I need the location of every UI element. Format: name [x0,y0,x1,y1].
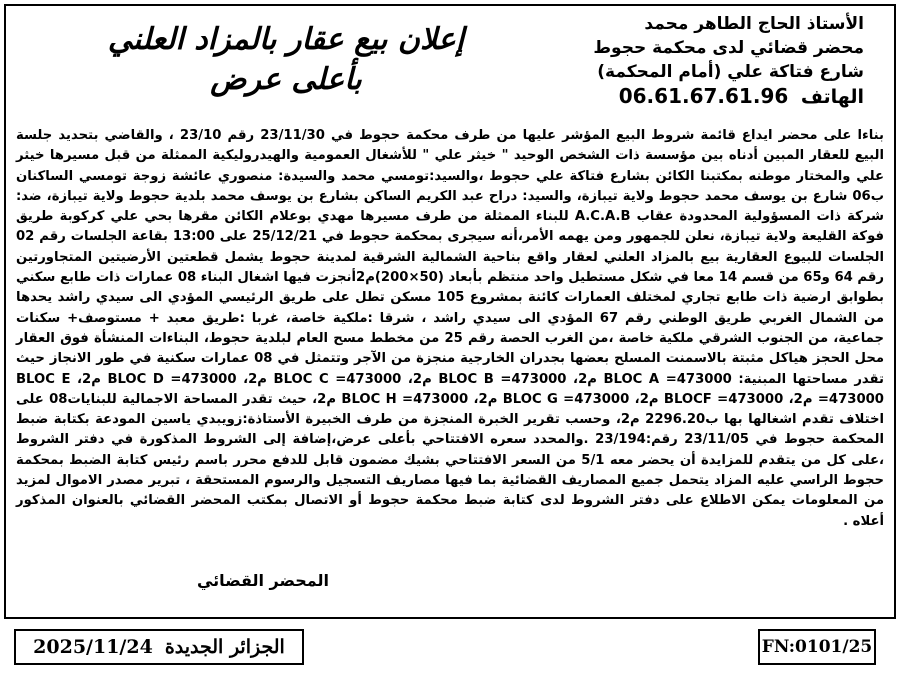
phone-number: 06.61.67.61.96 [618,84,789,108]
phone-label: الهاتف [800,86,864,108]
phone-line [593,84,864,109]
notice-body [16,126,884,532]
notice-headline [86,20,486,100]
bailiff-signature: المحضر القضائي [196,571,329,590]
bailiff-header [593,12,864,109]
officer-address: شارع فتاكة علي (أمام المحكمة) [597,62,864,82]
officer-name: الأستاذ الحاج الطاهر محمد [644,14,864,34]
publication-box [14,629,304,665]
file-number: FN:0101/25 [761,637,873,657]
publication-date: 2025/11/24 [33,636,153,658]
notice-body-text: بناءا على محضر ايداع قائمة شروط البيع المؤشر عليها من طرف محكمة حجوط في 23/11/30 رقم 23/10 ، والقاضي بتحديد جلسة البيع للعقار المبين أدناه بين مؤسسة ذات الشخص الوحيد " خيثر علي " للأشغال العمومية والهيدروليكية الممثلة من قبل مسيرها خيثر علي والمختار موطنه بمكتبنا الكائن بشارع فتاكة علي حجوط ،والسيد:تومسي محمد والسيدة: منصوري عائشة زوجة تومسي الساكنان ب06 شارع بن يوسف محمد حجوط ولاية تيبازة، والسيد: دراح عبد الكريم الساكن بشارع بن يوسف محمد بلدية حجوط ولاية تيبازة، ضد: شركة ذات المسؤولية المحدودة عقاب A.C.A.B للبناء الممثلة من طرف مسيرها مهدي بوعلام الكائن مقرها بحي علي كركوبة طريق فوكة القليعة ولاية تيبازة، نعلن للجمهور ومن يهمه الأمر،أنه سيجرى بمحكمة حجوط في 25/12/21 على 13:00 بقاعة الجلسات رقم 02 الجلسات للبيوع العقارية بيع بالمزاد العلني لعقار واقع بناحية الشمالية الشرقية لمدينة حجوط يشمل قطعتين الأرضيتين المتجاورتين رقم 64 و65 من قسم 14 معا في شكل مستطيل واحد منتظم بأبعاد (50×200)م2أنجزت فيها اشغال البناء 08 عمارات ذات طابع سكني بطوابق ارضية ذات طابع تجاري لمختلف العمارات كائنة بمشروع 105 مسكن تطل على طريق الرئيسي المؤدي الى سيدي راشد يحدها من الشمال الغربي طريق الوطني رقم 67 المؤدي الى سيدي راشد ، شرقا :ملكية خاصة، غربا :طريق معبد + مستوصف+ سكنات جماعية، من الجنوب الشرقي ملكية خاصة ،من الغرب الحصة رقم 25 من مخطط مسح العام لبلدية حجوط، البناءات المنشأة فوق العقار محل الحجز هياكل مثبتة بالاسمنت المسلح بعضها بجدران الخارجية منجزة من الآجر وتتمثل في 08 عمارات سكنية في طور الانجاز حيث تقدر مساحتها المبنية: BLOC A =473000 م2، BLOC B =473000 م2، BLOC C =473000 م2، BLOC D =473000 م2، BLOC E =473000 م2، BLOCF =473000 م2، BLOC G =473000 م2، BLOC H =473000 م2، حيث تقدر المساحة الاجمالية للبنايات08 على اختلاف تقدم اشغالها بها ب2296.20 م2، وحسب تقرير الخبرة المنجزة من طرف الخبيرة الأستاذة:زويبدي ياسين المودعة بكتابة ضبط المحكمة حجوط في 23/11/05 رقم:23/194 .والمحدد سعره الافتتاحي بأعلى عرض،إضافة إلى الشروط المذكورة في دفتر الشروط ،على كل من يتقدم للمزايدة أن يحضر معه 5/1 من السعر الافتتاحي بشيك مضمون قابل للدفع محرر باسم رئيس كتابة الضبط بمحكمة حجوط الراسي عليه المزاد يتحمل جميع المصاريف القضائية بما فيها مصاريف التسجيل والرسوم المستحقة ، تبرير مصدر الاموال لمزيد من المعلومات يمكن الاطلاع على دفتر الشروط لدى كتابة ضبط محكمة حجوط أو الاتصال بمكتب المحضر القضائي بالعنوان المذكور أعلاه . [16,128,885,529]
headline-line-1: إعلان بيع عقار بالمزاد العلني [107,22,465,57]
officer-title: محضر قضائي لدى محكمة حجوط [593,38,864,58]
file-number-box [758,629,876,665]
legal-notice-frame [4,4,896,619]
publication-name: الجزائر الجديدة [164,636,285,658]
headline-line-2: بأعلى عرض [210,62,362,97]
